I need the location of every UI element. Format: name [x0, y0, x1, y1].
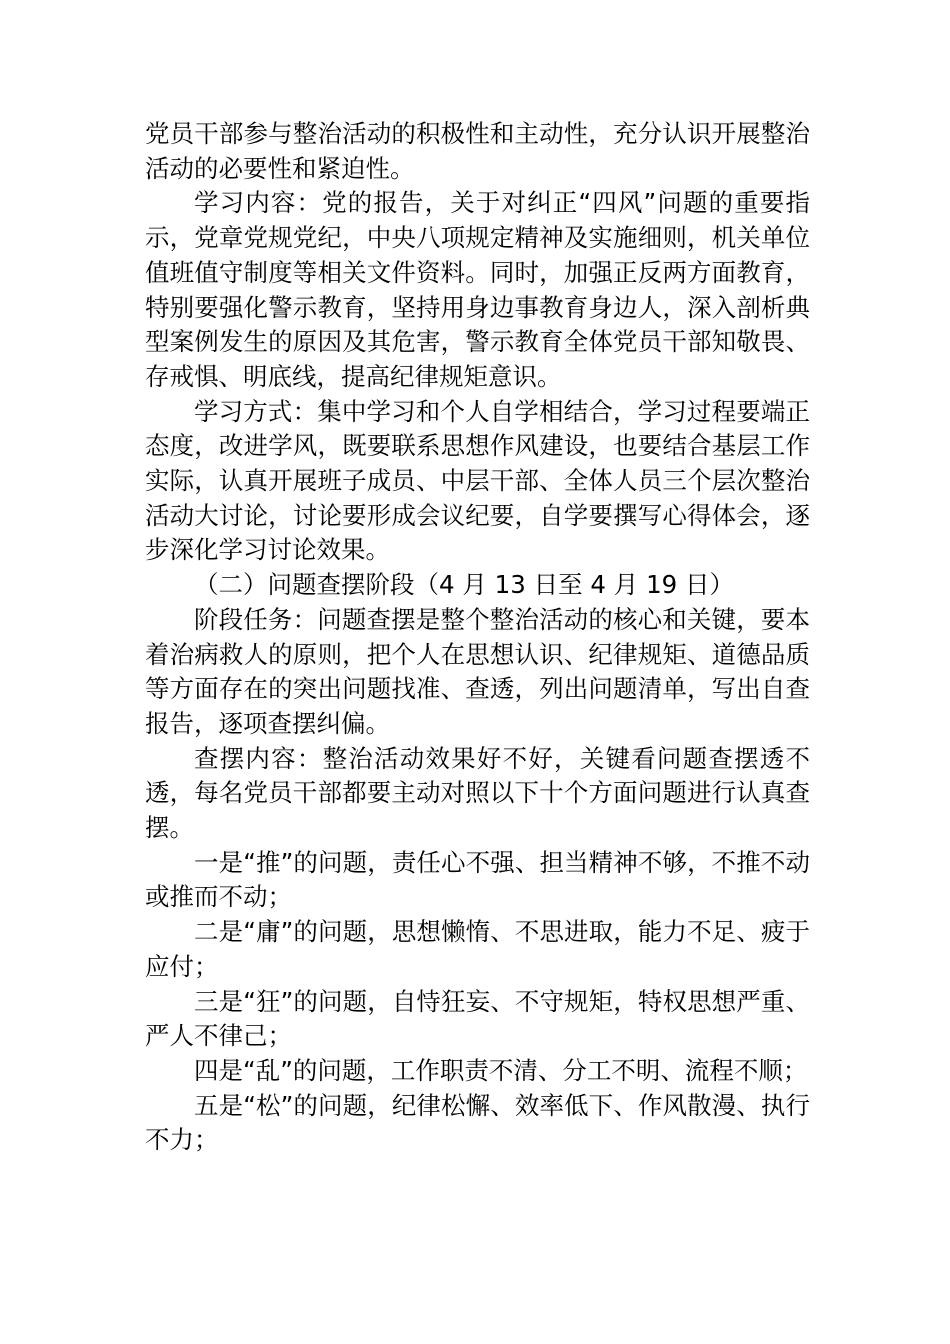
list-item-luan: 四是“乱”的问题，工作职责不清、分工不明、流程不顺； — [194, 1055, 808, 1085]
paragraph: 党员干部参与整治活动的积极性和主动性，充分认识开展整治活动的必要性和紧迫性。 — [145, 119, 810, 183]
paragraph-study-method: 学习方式：集中学习和个人自学相结合，学习过程要端正态度，改进学风，既要联系思想作风建设，也要结合基层工作实际，认真开展班子成员、中层干部、全体人员三个层次整治活动大讨论，讨论要形成会议纪要，自学要撰写心得体会，逐步深化学习讨论效果。 — [145, 396, 810, 565]
document-page — [145, 117, 810, 1158]
list-item-kuang: 三是“狂”的问题，自恃狂妄、不守规矩，特权思想严重、严人不律己； — [145, 986, 810, 1051]
list-item-yong: 二是“庸”的问题，思想懒惰、不思进取，能力不足、疲于应付； — [145, 917, 810, 981]
paragraph-stage-task: 阶段任务：问题查摆是整个整治活动的核心和关键，要本着治病救人的原则，把个人在思想认识、纪律规矩、道德品质等方面存在的突出问题找准、查透，列出问题清单，写出自查报告，逐项查摆纠偏。 — [145, 604, 810, 738]
list-item-song: 五是“松”的问题，纪律松懈、效率低下、作风散漫、执行不力； — [145, 1090, 810, 1155]
paragraph-check-content: 查摆内容：整治活动效果好不好，关键看问题查摆透不透，每名党员干部都要主动对照以下十个方面问题进行认真查摆。 — [145, 743, 810, 843]
section-heading-problem-stage: （二）问题查摆阶段（4 月 13 日至 4 月 19 日） — [194, 570, 735, 600]
list-item-tui: 一是“推”的问题，责任心不强、担当精神不够，不推不动或推而不动； — [145, 847, 810, 912]
paragraph-study-content: 学习内容：党的报告，关于对纠正“四风”问题的重要指示，党章党规党纪，中央八项规定精神及实施细则，机关单位值班值守制度等相关文件资料。同时，加强正反两方面教育，特别要强化警示教育，坚持用身边事教育身边人，深入剖析典型案例发生的原因及其危害，警示教育全体党员干部知敬畏、存戒惧、明底线，提高纪律规矩意识。 — [145, 188, 810, 391]
